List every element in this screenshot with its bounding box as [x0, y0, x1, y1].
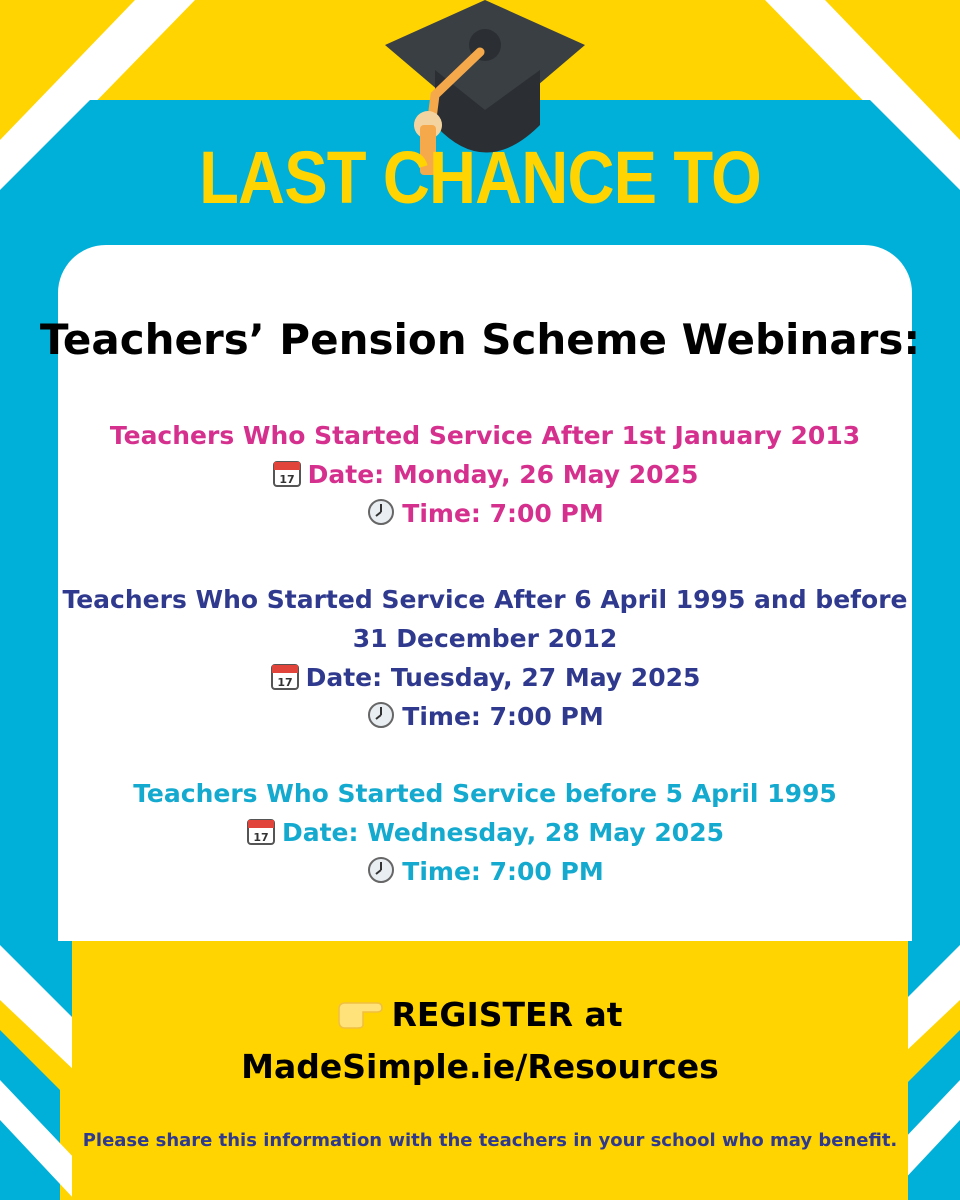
session-date-row — [60, 813, 910, 852]
clock-icon — [366, 498, 396, 526]
session-block-2 — [60, 580, 910, 736]
session-date: Date: Tuesday, 27 May 2025 — [305, 663, 701, 692]
card-title: Teachers’ Pension Scheme Webinars: — [39, 315, 921, 364]
session-date-row — [60, 658, 910, 697]
share-note: Please share this information with the teachers in your school who may benefit. — [82, 1130, 898, 1151]
session-title: Teachers Who Started Service After 1st January 2013 — [109, 421, 861, 450]
clock-icon — [366, 701, 396, 729]
calendar-icon — [272, 459, 302, 487]
register-label: REGISTER at — [391, 995, 623, 1034]
session-date: Date: Monday, 26 May 2025 — [307, 460, 699, 489]
session-title: Teachers Who Started Service After 6 April 1995 and before 31 December 2012 — [62, 585, 908, 653]
session-date: Date: Wednesday, 28 May 2025 — [281, 818, 724, 847]
session-block-1 — [60, 416, 910, 533]
session-time-row — [60, 852, 910, 891]
svg-text:17: 17 — [276, 676, 293, 689]
clock-icon — [366, 856, 396, 884]
session-date-row — [60, 455, 910, 494]
calendar-icon — [270, 662, 300, 690]
session-time-row — [60, 697, 910, 736]
headline: LAST CHANCE TO — [199, 136, 761, 219]
session-block-3 — [60, 774, 910, 891]
register-link[interactable]: MadeSimple.ie/Resources — [241, 1047, 719, 1086]
session-time: Time: 7:00 PM — [402, 702, 604, 731]
svg-text:17: 17 — [279, 473, 295, 486]
register-line — [0, 990, 960, 1040]
calendar-icon — [246, 817, 276, 845]
session-time: Time: 7:00 PM — [402, 857, 604, 886]
session-time: Time: 7:00 PM — [402, 499, 604, 528]
session-time-row — [60, 494, 910, 533]
session-title: Teachers Who Started Service before 5 April 1995 — [133, 779, 837, 808]
svg-text:17: 17 — [253, 831, 269, 844]
pointing-hand-icon — [337, 999, 383, 1029]
